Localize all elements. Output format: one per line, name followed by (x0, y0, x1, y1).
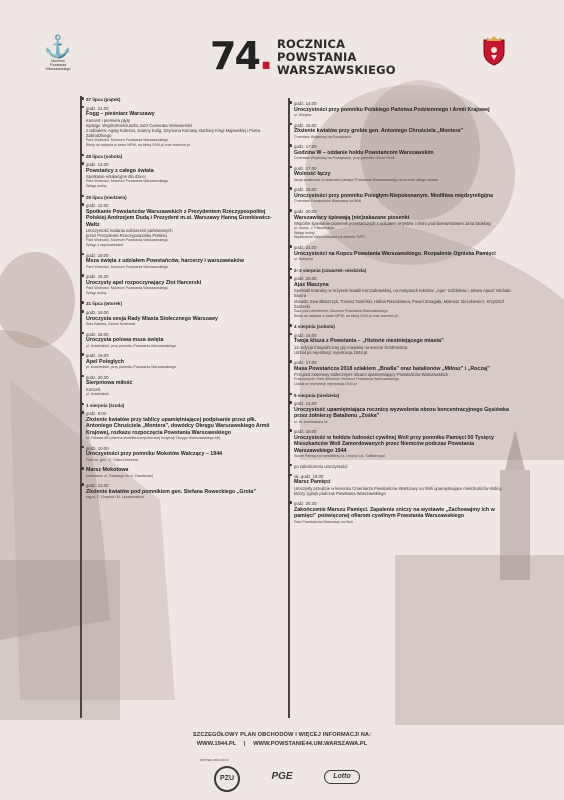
event-time: godz. 13.30 (86, 483, 109, 489)
event-title: Godzina W – oddanie hołdu Powstańcom Warszawskim (294, 149, 434, 156)
footer-links (0, 741, 564, 747)
sponsor-caption: PARTNER OBCHODÓW (200, 759, 229, 762)
event-title: Uroczystości przy pomniku Mokotów Walczący – 1944 (86, 451, 223, 458)
event-title: Msza święta z udziałem Powstańców, harcerzy i warszawiaków (86, 258, 244, 265)
event-place: Cmentarz Wojskowy na Powązkach, przy pomniku Gloria Victis (294, 156, 395, 161)
event-title: Uroczysty apel rozpoczynający Złot Harcerski (86, 279, 202, 286)
event-description: Koncert i premiera płyty (86, 117, 130, 123)
event-description: Wspólne śpiewanie piosenek powstańczych z udziałem artystów i chóru pod kierownictwem Jana Stokłosy (294, 220, 492, 226)
event-time: godz. 14.00 (86, 162, 109, 168)
day-block (290, 101, 514, 262)
event-item (86, 106, 272, 148)
event-time: godz. 18.00 (86, 331, 109, 337)
event-time: godz. 20.30 (86, 374, 109, 380)
title-line: POWSTANIA (277, 50, 357, 64)
day-block (290, 393, 514, 525)
event-item (294, 401, 514, 424)
event-title: Twoja klisza z Powstania – „Historie niestniejącego miasta" (294, 338, 444, 345)
museum-logo-line: Warszawskiego (45, 67, 71, 72)
event-item (86, 162, 272, 188)
event-place: Akcja społeczna w miejscach pamięci Powstania Warszawskiego na terenie całego miasta (294, 177, 438, 182)
event-item (294, 144, 514, 161)
events-left-column (82, 97, 272, 506)
event-title: Uroczysta sesja Rady Miasta Stołecznego Warszawy (86, 315, 218, 322)
day-header: 4 sierpnia (sobota) (294, 324, 514, 330)
event-place: Park Wolności, Muzeum Powstania Warszawskiego (86, 238, 169, 243)
event-time: godz. 20.00 (294, 276, 317, 282)
event-item (294, 333, 514, 355)
title-line: ROCZNICA (277, 37, 346, 51)
event-time: godz. 14.00 (294, 101, 317, 106)
anniversary-number-value: 74 (210, 34, 259, 78)
event-title: Uroczystości przy pomniku Poległym-Niepokonanym. Modlitwa międzyreligijna (294, 192, 493, 199)
event-description: Przejazd rowerowy stołecznymi ulicami upamiętniający Powstańców Warszawskich (294, 372, 449, 378)
day-block (82, 154, 272, 189)
event-item (294, 166, 514, 183)
event-item (86, 467, 272, 478)
museum-logo-line: Muzeum (51, 59, 65, 63)
event-item (294, 123, 514, 140)
event-place: ul. Filtrowa 68 (obecna siedziba komputerowej Instytucji Okręgu Warszawskiego AK) (86, 435, 221, 440)
event-title: Złożenie kwiatów przy grobie gen. Antoniego Chruściela „Montera" (294, 128, 463, 135)
event-description: Udział po rejestracji: rejestracja.1944.pl (294, 349, 368, 355)
event-title: Marsz Pamięci (294, 479, 331, 486)
event-description: 12. edycja fotograficznej gry miejskiej na terenie Śródmieścia (294, 344, 408, 350)
event-item (294, 276, 514, 318)
event-time: godz. 19.00 (294, 187, 317, 193)
event-item (294, 429, 514, 458)
anniversary-number (210, 36, 271, 76)
title-line: WARSZAWSKIEGO (277, 63, 396, 77)
event-place: Park im. gen. G. Orlicz-Dreszera (86, 457, 138, 462)
event-title: Wolność łączy (294, 171, 331, 178)
event-item (86, 203, 272, 247)
events-right-column (290, 101, 514, 530)
event-place: Park Powstańców Warszawy na Woli (294, 519, 353, 524)
event-place: pl. Krasińskich, przy pomniku Powstania Warszawskiego (86, 343, 177, 348)
event-item (86, 253, 272, 270)
event-item (294, 187, 514, 204)
event-place: Cmentarz Wojskowy na Powązkach (294, 134, 352, 139)
event-title: Spotkanie Powstańców Warszawskich z Prezydentem Rzeczypospolitej Polskiej Andrzejem Dudą i Prezydent m.st. Warszawy Hanną Gronkiewicz-Waltz (86, 208, 272, 228)
event-time: godz. 15.00 (294, 332, 317, 338)
event-time: godz. 20.00 (294, 208, 317, 214)
event-time: godz. 18.00 (86, 252, 109, 258)
event-title: Sierpniowa miłość (86, 380, 133, 387)
event-time: godz. 10.00 (86, 445, 109, 451)
event-title: Uroczystość upamiętniająca rocznicę wyzwolenia obozu koncentracyjnego Gęsiówka przez żołnierzy Batalionu „Zośka" (294, 406, 509, 420)
event-item (86, 375, 272, 397)
event-place: Udział po rejestracji: rejestracja.1944.pl (294, 381, 357, 386)
event-item (86, 411, 272, 440)
event-title: Fogg – pieśniarz Warszawy (86, 111, 155, 118)
day-header: 29 lipca (niedziela) (86, 195, 272, 201)
event-time: godz. 12.00 (86, 203, 109, 209)
event-title: Apel Poległych (86, 358, 124, 365)
event-title: Złożenie kwiatów przy tablicy upamiętniającej podpisanie przez płk. Antoniego Chruściela „Montera", dowódcy Okręgu Warszawskiego Armii Krajowej, rozkazu rozpoczęcia Powstania Warszawskiego (86, 416, 270, 436)
event-item (86, 483, 272, 500)
event-time: godz. 9.00 (86, 411, 107, 417)
pzu-logo: PZU (214, 766, 240, 792)
event-place: Cmentarz Powstańców Warszawy na Woli (294, 199, 362, 204)
event-title: Uroczystości przy pomniku Polskiego Państwa Podziemnego i Armii Krajowej (294, 106, 490, 113)
day-block (82, 403, 272, 500)
event-description: obsada: Ewa Błaszczyk, Tomasz Nosiński, Halina Rasiakówna, Paweł Smagała, Mateusz Sieczkiewicz, Krzysztof Zarzecki (294, 298, 504, 309)
event-description: przez Prezydenta Rzeczypospolitej Polskiej (86, 233, 167, 239)
day-header: 28 lipca (sobota) (86, 154, 272, 160)
event-place: Park Wolności, Muzeum Powstania Warszawskiego (86, 264, 169, 269)
event-time: godz. 17.00 (294, 144, 317, 150)
event-title: Powstańcy z całego świata (86, 167, 154, 174)
red-dot: . (258, 34, 272, 78)
pge-logo: PGE (271, 771, 293, 782)
event-title: Złożenie kwiatów pod pomnikiem gen. Stefana Roweckiego „Grota" (86, 488, 256, 495)
day-header: 2–3 sierpnia (czwartek–niedziela) (294, 268, 514, 274)
event-place: ul. Wiejska (294, 113, 312, 117)
event-item (294, 360, 514, 386)
event-item (294, 209, 514, 240)
event-description: z udziałem: Agaty Kulesza, Joanny Kulig, Szymona Komasy, Barbary Kingi Majewskiej i Piotra Zabrodzkiego (86, 128, 261, 139)
event-time: godz. 21.00 (86, 105, 109, 111)
event-place: Skwer Pamięci w rozwidleniu ul. Leszno i al. Solidarności (294, 453, 385, 458)
event-item (294, 474, 514, 496)
event-title: Warszawiacy śpiewają (nie)zakazane piosenki (294, 214, 410, 221)
event-place: Sala Balowa, Zamek Królewski (86, 321, 136, 326)
link-1944[interactable]: WWW.1944.PL (196, 741, 237, 747)
day-header: 27 lipca (piątek) (86, 97, 272, 103)
event-description: wystąpi: Wojsko/Kościuszko Jazz Camerata Varsoviensis (86, 122, 193, 128)
event-place: przemarsz ul. Polowego do ul. Dworkowej (86, 473, 153, 478)
event-place: Bilety do nabycia w kasie MPW, na bilety.1944.pl oraz ewenkm.pl (294, 313, 398, 318)
day-header: 1 sierpnia (środa) (86, 403, 272, 409)
event-time: godz. 18.00 (86, 309, 109, 315)
event-place: Park Wolności, Muzeum Powstania Warszawskiego (86, 138, 169, 143)
event-description: Spotkanie edukacyjne dla dzieci (86, 174, 146, 180)
event-item (86, 274, 272, 295)
lotto-logo: Lotto (324, 770, 360, 784)
day-block (82, 301, 272, 396)
event-title: Ajax Maszyna (294, 281, 329, 288)
event-time: godz. 20.30 (294, 501, 317, 507)
event-title: Uroczystości na Kopcu Powstania Warszawskiego. Rozpalenie Ogniska Pamięci (294, 250, 496, 257)
event-time: godz. 17.00 (294, 165, 317, 171)
event-item (294, 245, 514, 262)
day-header: 31 lipca (wtorek) (86, 301, 272, 307)
event-place: pl. Krasińskich (86, 391, 110, 396)
event-place: Wstęp wolny (86, 290, 107, 295)
event-description: Uroczysty przejście w kierunku Cmentarza Powstańców Warszawy na Woli upamiętniające mieszkańców stolicy, którzy zginęli podczas Powstania Warszawskiego (294, 485, 503, 496)
day-header: 5 sierpnia (niedziela) (294, 393, 514, 399)
event-place: Wstęp wolny (294, 230, 315, 235)
event-place: Bilety do nabycia w kasie MPW, na bilety.1944.pl oraz ewenkm.pl (86, 143, 190, 147)
event-place: Wstęp wolny (86, 183, 107, 188)
event-title: Masa Powstańcza 2018 szlakiem „Bradla" oraz batalionów „Miłosz" i „Roczaj" (294, 365, 490, 372)
event-item (294, 501, 514, 524)
event-place: Park Wolności, Muzeum Powstania Warszawskiego (86, 179, 169, 184)
event-title: Uroczysta polowa msza święta (86, 337, 164, 344)
event-item (86, 332, 272, 349)
event-place: ul. Bartycka (294, 256, 313, 261)
event-place: ul. M. Anielewicza 34 (294, 419, 328, 424)
footer-info: SZCZEGÓŁOWY PLAN OBCHODÓW I WIĘCEJ INFORMACJI NA: (192, 732, 372, 738)
event-time: godz. 18.00 (294, 429, 317, 435)
event-item (86, 353, 272, 370)
event-place: Sala pod Liberatorem, Muzeum Powstania Warszawskiego (294, 308, 388, 313)
event-time: godz. 17.00 (294, 360, 317, 366)
event-title: Marsz Mokotowa (86, 467, 129, 474)
day-block (290, 268, 514, 319)
day-block (82, 97, 272, 148)
sponsors (200, 759, 380, 789)
event-time: godz. 16.00 (294, 122, 317, 128)
day-block (290, 324, 514, 386)
event-item (86, 446, 272, 463)
museum-logo (38, 36, 78, 72)
event-place: Wstęp z zaproszeniami (86, 242, 124, 247)
event-description: Uroczystość nadania odznaczeń państwowych (86, 227, 173, 233)
museum-logo-line: Powstania (49, 63, 67, 68)
event-item (86, 310, 272, 327)
event-place: róg ul. F. Chopina i Al. Ujazdowskich (86, 495, 144, 500)
event-description: po zakończeniu uroczystości: (294, 463, 349, 469)
event-time: godz. 19.30 (86, 274, 109, 280)
event-title: Uroczystość w hołdzie ludności cywilnej Woli przy pomniku Pamięci 50 Tysięcy Mieszkańców Woli Zamordowanych przez Niemców podczas Powstania Warszawskiego 1944 (294, 434, 494, 454)
event-time: godz. 14.00 (294, 401, 317, 407)
event-place: Park Wolności, Muzeum Powstania Warszawskiego (86, 286, 169, 291)
event-place: Rozpoczęcie: Park Wolności, Muzeum Powstania Warszawskiego (294, 377, 399, 382)
event-time: ok. godz. 19.00 (294, 473, 324, 479)
event-place: Wydarzenie transmitowane na antenie TVP1 (294, 235, 366, 240)
poster-title (277, 38, 396, 77)
event-time: godz. 21.00 (294, 244, 317, 250)
event-place: pl. Krasińskich, przy pomniku Powstania Warszawskiego (86, 365, 177, 370)
kotwica-icon: ⚓ (44, 34, 72, 60)
event-description: Koncert (86, 386, 101, 392)
event-description: Spektakl teatralny w reżyserii Natalii Korczakowskiej, na motywach tekstów: „Ajax" Sofoklesa i „Mewa Ajaxa" Michała Bajora (294, 288, 511, 299)
warsaw-crest-icon (481, 36, 507, 66)
event-item (294, 464, 514, 469)
link-separator: | (243, 741, 246, 747)
event-item (294, 101, 514, 118)
event-time: godz. 19.00 (86, 353, 109, 359)
event-place: pl. marsz. J. Piłsudskiego (294, 226, 335, 231)
link-um-warszawa[interactable]: WWW.POWSTANIE44.UM.WARSZAWA.PL (253, 741, 368, 747)
event-title: Zakończenie Marszu Pamięci. Zapalenie zniczy na wystawie „Zachowajmy ich w pamięci" poświęconej ofiarom cywilnym Powstania Warszawskiego (294, 506, 495, 520)
day-block (82, 195, 272, 296)
